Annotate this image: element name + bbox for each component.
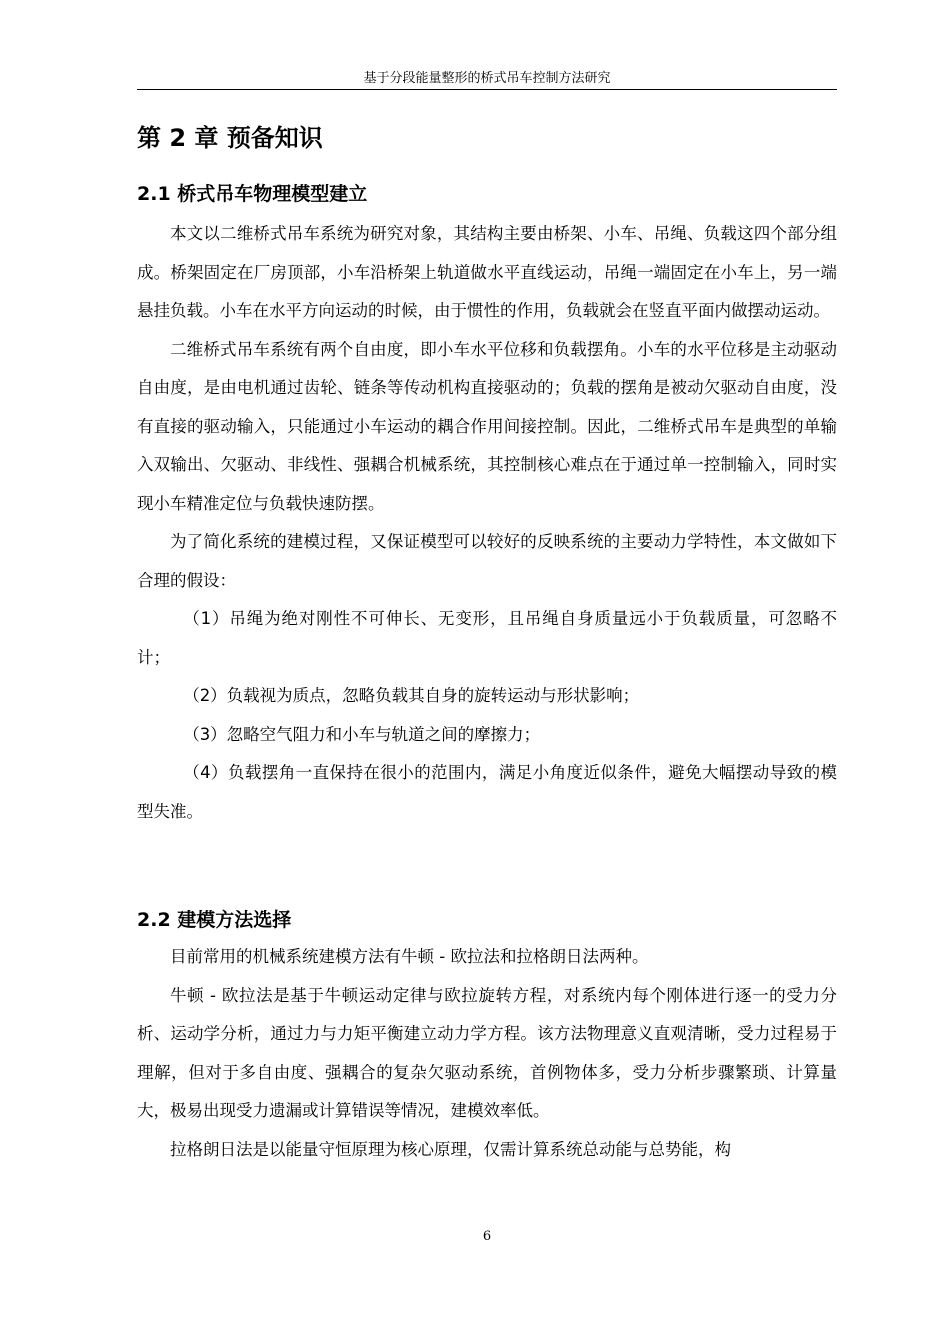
assumption-item: （1）吊绳为绝对刚性不可伸长、无变形，且吊绳自身质量远小于负载质量，可忽略不计；: [137, 609, 837, 667]
running-header: 基于分段能量整形的桥式吊车控制方法研究: [363, 71, 611, 86]
header-rule: [137, 89, 837, 90]
paragraph: 拉格朗日法是以能量守恒原理为核心原理，仅需计算系统总动能与总势能，构: [170, 1139, 731, 1159]
paragraph: 目前常用的机械系统建模方法有牛顿 - 欧拉法和拉格朗日法两种。: [170, 947, 649, 966]
section-2-2-body: [137, 938, 837, 1169]
paragraph: 为了简化系统的建模过程，又保证模型可以较好的反映系统的主要动力学特性，本文做如下合理的假设：: [137, 532, 837, 590]
section-title-2-1: 2.1 桥式吊车物理模型建立: [137, 183, 368, 205]
paragraph: 本文以二维桥式吊车系统为研究对象，其结构主要由桥架、小车、吊绳、负载这四个部分组成。桥架固定在厂房顶部，小车沿桥架上轨道做水平直线运动，吊绳一端固定在小车上，另一端悬挂负载。小车在水平方向运动的时候，由于惯性的作用，负载就会在竖直平面内做摆动运动。: [137, 224, 837, 320]
chapter-title: 第 2 章 预备知识: [137, 124, 323, 152]
page-number: 6: [482, 1229, 492, 1244]
section-2-1-body: [137, 215, 837, 831]
paragraph: 二维桥式吊车系统有两个自由度，即小车水平位移和负载摆角。小车的水平位移是主动驱动自由度，是由电机通过齿轮、链条等传动机构直接驱动的；负载的摆角是被动欠驱动自由度，没有直接的驱动输入，只能通过小车运动的耦合作用间接控制。因此，二维桥式吊车是典型的单输入双输出、欠驱动、非线性、强耦合机械系统，其控制核心难点在于通过单一控制输入，同时实现小车精准定位与负载快速防摆。: [137, 339, 837, 513]
assumption-item: （2）负载视为质点，忽略负载其自身的旋转运动与形状影响；: [183, 686, 640, 705]
section-title-2-2: 2.2 建模方法选择: [137, 909, 292, 931]
paragraph: 牛顿 - 欧拉法是基于牛顿运动定律与欧拉旋转方程，对系统内每个刚体进行逐一的受力分析、运动学分析，通过力与力矩平衡建立动力学方程。该方法物理意义直观清晰，受力过程易于理解，但对于多自由度、强耦合的复杂欠驱动系统，首例物体多，受力分析步骤繁琐、计算量大，极易出现受力遗漏或计算错误等情况，建模效率低。: [137, 985, 837, 1120]
assumption-item: （3）忽略空气阻力和小车与轨道之间的摩擦力；: [183, 724, 541, 744]
assumption-item: （4）负载摆角一直保持在很小的范围内，满足小角度近似条件，避免大幅摆动导致的模型失准。: [137, 763, 837, 821]
